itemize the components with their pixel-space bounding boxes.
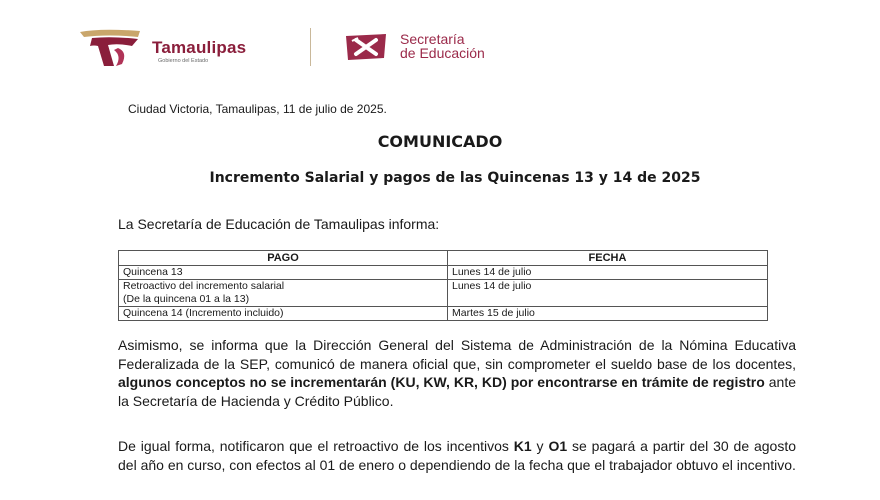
document-subtitle: Incremento Salarial y pagos de las Quincenas 13 y 14 de 2025	[209, 170, 701, 186]
para2-text-b: se pagará a partir del 30 de agosto del año en curso, con efectos al 01 de enero o dependiendo de la fecha que el trabajador obtuvo el incentivo.	[118, 438, 797, 473]
secretaria-line-1: Secretaría	[400, 31, 465, 47]
header-divider	[310, 28, 311, 66]
cell-pago-line-1: Retroactivo del incremento salarial	[123, 280, 285, 292]
cell-pago-line-2: (De la quincena 01 a la 13)	[123, 293, 250, 305]
cell-pago	[119, 280, 448, 307]
place-date: Ciudad Victoria, Tamaulipas, 11 de julio de 2025.	[128, 102, 387, 116]
cell-pago: Quincena 14 (Incremento incluido)	[119, 307, 448, 321]
para1-bold: algunos conceptos no se incrementarán (KU, KW, KR, KD) por encontrarse en trámite de registro	[118, 374, 765, 390]
letterhead	[72, 22, 532, 70]
table-row	[119, 307, 768, 321]
tamaulipas-name: Tamaulipas	[152, 38, 247, 57]
paragraph-conceptos	[118, 336, 796, 410]
cell-fecha: Lunes 14 de julio	[448, 280, 768, 307]
paragraph-incentivos	[118, 437, 796, 474]
cell-pago: Quincena 13	[119, 266, 448, 280]
cell-fecha: Martes 15 de julio	[448, 307, 768, 321]
document-title: COMUNICADO	[377, 132, 503, 151]
tamaulipas-logo-icon	[78, 26, 158, 66]
column-header-fecha: FECHA	[448, 251, 768, 266]
column-header-pago: PAGO	[119, 251, 448, 266]
para2-text-mid: y	[531, 438, 549, 454]
para2-bold-k1: K1	[513, 438, 532, 454]
table-header-row	[119, 251, 768, 266]
para1-text-b: ante la Secretaría de Hacienda y Crédito Público.	[118, 374, 796, 409]
tamaulipas-subtitle: Gobierno del Estado	[158, 58, 209, 64]
cell-fecha: Lunes 14 de julio	[448, 266, 768, 280]
table-row	[119, 280, 768, 307]
para2-bold-o1: O1	[548, 438, 568, 454]
table-row	[119, 266, 768, 280]
intro-text: La Secretaría de Educación de Tamaulipas informa:	[118, 216, 440, 232]
secretaria-line-2: de Educación	[400, 45, 485, 61]
secretaria-logo-icon	[342, 32, 390, 62]
para1-text-a: Asimismo, se informa que la Dirección General del Sistema de Administración de la Nómina Educativa Federalizada de la SEP, comunicó de manera oficial que, sin comprometer el sueldo base de los docentes,	[118, 337, 796, 372]
secretaria-name	[400, 32, 485, 60]
payment-table	[118, 250, 768, 321]
para2-text-a: De igual forma, notificaron que el retroactivo de los incentivos	[118, 438, 514, 454]
